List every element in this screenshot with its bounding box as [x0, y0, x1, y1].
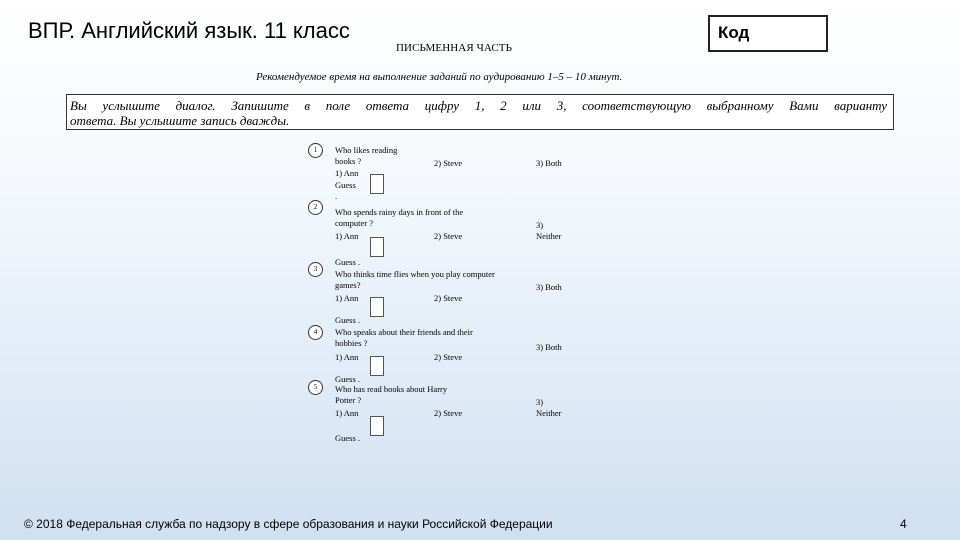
option-1: 1) Ann [335, 231, 359, 241]
question-number: 4 [308, 325, 323, 340]
option-2: 2) Steve [434, 352, 463, 362]
option-3-number: 3) [536, 397, 544, 407]
question-number: 5 [308, 380, 323, 395]
option-1: 1) Ann [335, 168, 359, 178]
option-3: 3) Both [536, 158, 562, 168]
option-2: 2) Steve [434, 158, 463, 168]
question-number: 2 [308, 200, 323, 215]
answer-field[interactable] [370, 416, 384, 436]
guess-dot: . [335, 191, 338, 201]
option-3: 3) Both [536, 342, 562, 352]
answer-field[interactable] [370, 297, 384, 317]
option-1: 1) Ann [335, 408, 359, 418]
time-note: Рекомендуемое время на выполнение заданий по аудированию 1–5 – 10 минут. [256, 71, 623, 83]
question-number: 1 [308, 143, 323, 158]
option-1: 1) Ann [335, 293, 359, 303]
answer-field[interactable] [370, 356, 384, 376]
option-3-text: Neither [536, 408, 562, 418]
footer-copyright: © 2018 Федеральная служба по надзору в сфере образования и науки Российской Федерации [24, 517, 553, 531]
guess-label: Guess [335, 180, 356, 190]
option-1: 1) Ann [335, 352, 359, 362]
guess-label: Guess . [335, 433, 361, 443]
question-number: 3 [308, 262, 323, 277]
instruction-box [66, 94, 894, 130]
question-text-line-2: computer ? [335, 218, 373, 228]
option-2: 2) Steve [434, 293, 463, 303]
instruction-line-1: Вы услышите диалог. Запишите в поле ответа цифру 1, 2 или 3, соответствующую выбранному Вами варианту [70, 98, 887, 113]
section-title: ПИСЬМЕННАЯ ЧАСТЬ [396, 42, 513, 54]
code-box[interactable]: Код [708, 15, 828, 52]
question-text-line-1: Who spends rainy days in front of the [335, 207, 464, 217]
option-3-text: Neither [536, 231, 562, 241]
option-3-number: 3) [536, 220, 544, 230]
instruction-line-2: ответа. Вы услышите запись дважды. [70, 113, 290, 128]
option-2: 2) Steve [434, 408, 463, 418]
question-text-line-1: Who likes reading [335, 145, 398, 155]
question-text-line-2: books ? [335, 156, 362, 166]
question-text-line-2: hobbies ? [335, 338, 368, 348]
page-number: 4 [900, 517, 907, 531]
question-text-line-1: Who speaks about their friends and their [335, 327, 473, 337]
option-3: 3) Both [536, 282, 562, 292]
question-text-line-1: Who has read books about Harry [335, 384, 448, 394]
guess-label: Guess . [335, 315, 361, 325]
page-title: ВПР. Английский язык. 11 класс [28, 18, 350, 43]
guess-label: Guess . [335, 257, 361, 267]
answer-field[interactable] [370, 237, 384, 257]
option-2: 2) Steve [434, 231, 463, 241]
question-text-line-1: Who thinks time flies when you play computer [335, 269, 495, 279]
answer-field[interactable] [370, 174, 384, 194]
question-text-line-2: Potter ? [335, 395, 362, 405]
question-text-line-2: games? [335, 280, 361, 290]
guess-label: Guess . [335, 374, 361, 384]
